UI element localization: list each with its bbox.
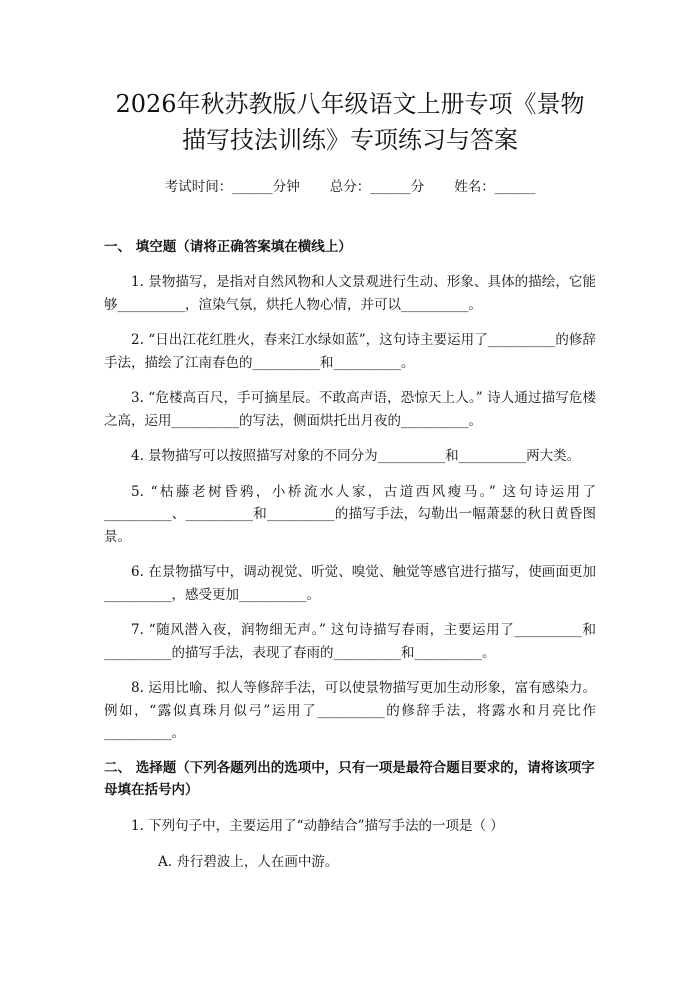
fill-in-question-3: 3. “危楼高百尺，手可摘星辰。不敢高声语，恐惊天上人。” 诗人通过描写危楼之高，运用__________的写法，侧面烘托出月夜的__________。	[104, 390, 596, 429]
fill-in-question-7: 7. “随风潜入夜，润物细无声。” 这句诗描写春雨，主要运用了__________和__________的描写手法，表现了春雨的__________和__________。	[104, 622, 596, 661]
section-multiple-choice-title: 二、 选择题（下列各题列出的选项中，只有一项是最符合题目要求的，请将该项字母填在括号内）	[104, 759, 595, 798]
exam-time: 考试时间：______分钟	[164, 179, 300, 195]
exam-info	[104, 176, 596, 198]
fill-in-question-6: 6. 在景物描写中，调动视觉、听觉、嗅觉、触觉等感官进行描写，使画面更加__________，感受更加__________。	[104, 564, 596, 603]
page-title-line-1: 2026年秋苏教版八年级语文上册专项《景物	[115, 90, 585, 118]
fill-in-question-2: 2. “日出江花红胜火，春来江水绿如蓝”，这句诗主要运用了__________的修辞手法，描绘了江南春色的__________和__________。	[104, 332, 596, 371]
exam-total-score: 总分：______分	[329, 179, 425, 195]
choice-option-a: A. 舟行碧波上，人在画中游。	[158, 853, 339, 870]
page-title	[104, 86, 596, 158]
fill-in-question-4: 4. 景物描写可以按照描写对象的不同分为__________和__________两大类。	[131, 448, 581, 464]
exam-page	[0, 86, 700, 991]
fill-in-question-8: 8. 运用比喻、拟人等修辞手法，可以使景物描写更加生动形象，富有感染力。例如，“露似真珠月似弓”运用了__________的修辞手法，将露水和月亮比作__________。	[104, 680, 596, 741]
student-name: 姓名：______	[454, 179, 536, 195]
section-fill-in-title: 一、 填空题（请将正确答案填在横线上）	[104, 239, 352, 255]
page-title-line-2: 描写技法训练》专项练习与答案	[182, 126, 518, 154]
choice-question-1: 1. 下列句子中，主要运用了“动静结合”描写手法的一项是（ ）	[131, 817, 504, 834]
fill-in-question-5: 5. “枯藤老树昏鸦，小桥流水人家，古道西风瘦马。” 这句诗运用了__________、__________和__________的描写手法，勾勒出一幅萧瑟的秋日黄昏图景。	[104, 483, 596, 545]
fill-in-question-1: 1. 景物描写，是指对自然风物和人文景观进行生动、形象、具体的描绘，它能够__________，渲染气氛，烘托人物心情，并可以__________。	[104, 274, 596, 313]
